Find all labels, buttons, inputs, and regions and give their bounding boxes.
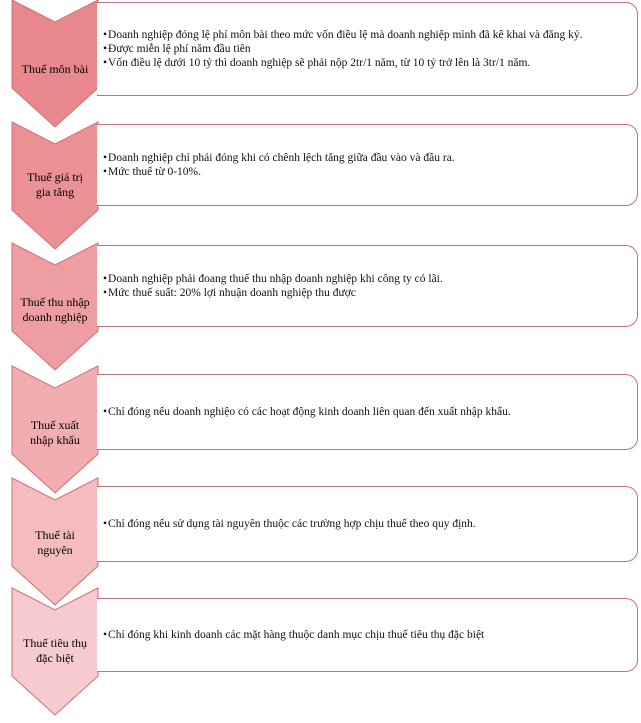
description-box (97, 486, 638, 562)
chevron-shape (12, 588, 98, 716)
chevron-label (12, 528, 98, 558)
chevron-shape (12, 478, 98, 606)
description-box (97, 245, 638, 327)
description-box (97, 124, 638, 206)
bullet-item: • Mức thuế suất: 20% lợi nhuận doanh nghiệp thu được (103, 286, 629, 300)
row-thue-gia-tri-gia-tang (0, 122, 641, 252)
bullet-item: • Doanh nghiệp phải đoang thuế thu nhập doanh nghiệp khi công ty có lãi. (103, 272, 629, 286)
bullet-item: • Chỉ đóng nếu doanh nghiệo có các hoạt động kinh doanh liên quan đến xuất nhập khẩu. (103, 405, 629, 419)
bullet-item: • Doanh nghiệp đóng lệ phí môn bài theo mức vốn điều lệ mà doanh nghiệp mình đã kê khai và đăng ký. (103, 28, 629, 42)
label-line: nhập khẩu (30, 433, 80, 447)
description-box (97, 598, 638, 672)
chevron-shape (12, 0, 98, 128)
label-line: Thuế thu nhập (20, 295, 90, 309)
chevron-label (12, 636, 98, 666)
label-line: gia tăng (35, 185, 75, 199)
label-line: đặc biệt (36, 651, 74, 665)
chevron-shape (12, 243, 98, 371)
label-line: doanh nghiệp (22, 310, 88, 324)
bullet-item: • Doanh nghiệp chỉ phải đóng khi có chênh lệch tăng giữa đầu vào và đầu ra. (103, 151, 629, 165)
bullet-item: • Vốn điều lệ dưới 10 tỷ thì doanh nghiệp sẽ phải nộp 2tr/1 năm, từ 10 tỷ trở lên là 3tr/1 năm. (103, 56, 629, 70)
bullet-item: • Chỉ đóng khi kinh doanh các mặt hàng thuộc danh mục chịu thuế tiêu thụ đặc biệt (103, 628, 629, 642)
label-line: nguyên (37, 543, 73, 557)
row-thue-tieu-thu-dac-biet (0, 588, 641, 718)
chevron-shape (12, 366, 98, 494)
description-box (97, 2, 638, 96)
bullet-item: • Được miễn lệ phí năm đầu tiên (103, 42, 629, 56)
row-thue-xuat-nhap-khau (0, 366, 641, 496)
label-line: Thuế xuất (30, 418, 80, 432)
row-thue-thu-nhap-doanh-nghiep (0, 243, 641, 373)
bullet-item: • Mức thuế từ 0-10%. (103, 165, 629, 179)
chevron-label (12, 62, 98, 77)
chevron-label (12, 418, 98, 448)
row-thue-mon-bai (0, 0, 641, 130)
chevron-label (12, 170, 98, 200)
bullet-item: • Chỉ đóng nếu sử dụng tài nguyên thuộc các trường hợp chịu thuế theo quy định. (103, 517, 629, 531)
label-line: Thuế tài (35, 528, 75, 542)
chevron-shape (12, 122, 98, 250)
label-line: Thuế tiêu thụ (23, 636, 87, 650)
label-line: Thuế giá trị (27, 170, 83, 184)
description-box (97, 374, 638, 450)
label-line: Thuế môn bài (21, 62, 89, 76)
chevron-label (12, 295, 98, 325)
